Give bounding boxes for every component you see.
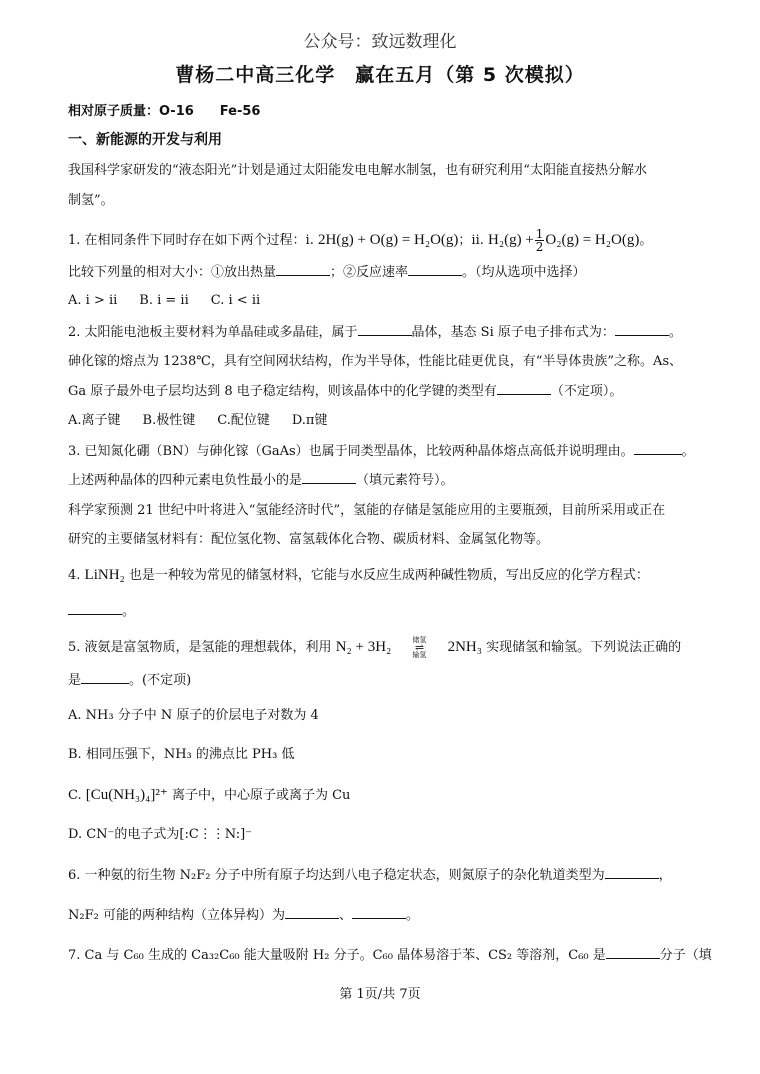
q5-lhs: N₂ + 3H₂ <box>335 639 392 655</box>
q6-line-1 <box>68 866 700 885</box>
q1-line-2 <box>68 263 700 282</box>
q4-prefix: 4. <box>68 568 81 583</box>
q6-blank-3[interactable] <box>352 906 406 919</box>
q4-line-1 <box>68 566 700 585</box>
q1-option-a: A. i > ii <box>68 293 118 308</box>
q2-text-a: 2. 太阳能电池板主要材料为单晶硅或多晶硅，属于 <box>68 325 358 340</box>
q1-equation-1: 2H(g) + O(g) = H₂O(g) <box>317 232 459 248</box>
rightwards-harpoon-icon: ⇌ <box>414 641 425 654</box>
q2-text-c: 。 <box>668 325 682 340</box>
q2-options <box>68 412 700 430</box>
q2-text-b: 晶体，基态 Si 原子电子排布式为： <box>411 325 615 340</box>
q1-compare-note: 。（均从选项中选择） <box>462 265 586 280</box>
q1-compare-heat: 比较下列量的相对大小：①放出热量 <box>68 265 277 280</box>
q2-option-c: C.配位键 <box>217 413 270 428</box>
atomic-mass <box>68 103 700 121</box>
q2-option-b: B.极性键 <box>142 413 196 428</box>
q5-option-c-label: C. <box>68 788 82 803</box>
q5-line-2 <box>68 671 700 690</box>
watermark: 公众号：致远数理化 <box>303 32 457 52</box>
q5-equilibrium-arrow <box>397 636 441 659</box>
q6-text-a: 6. 一种氨的衍生物 N₂F₂ 分子中所有原子均达到八电子稳定状态，则氮原子的杂化轨道类型为 <box>68 868 605 883</box>
q2-option-a: A.离子键 <box>68 413 121 428</box>
q5-option-b: B. 相同压强下，NH₃ 的沸点比 PH₃ 低 <box>68 747 295 762</box>
page-footer: 第 1页/共 7页 <box>339 987 421 1002</box>
intro-line-2: 制氢”。 <box>68 193 114 208</box>
q2-option-d: D.π键 <box>291 413 328 428</box>
q5-text-a: 是 <box>68 673 82 688</box>
q2-blank-2[interactable] <box>615 323 669 336</box>
q4-formula: LiNH₂ <box>84 567 125 583</box>
q1-blank-2[interactable] <box>408 263 462 276</box>
q5-option-a: A. NH₃ 分子中 N 原子的价层电子对数为 4 <box>68 708 319 723</box>
q3-text-b: 。 <box>681 444 695 459</box>
q4-end: 。 <box>122 604 136 619</box>
q5-prefix: 5. 液氨是富氢物质，是氢能的理想载体，利用 <box>68 640 332 655</box>
q3-line-1 <box>68 442 700 461</box>
q3-text-a: 3. 已知氮化硼（BN）与砷化镓（GaAs）也属于同类型晶体，比较两种晶体熔点高低并说明理由。 <box>68 444 634 459</box>
q1-option-b: B. i = ii <box>139 293 189 308</box>
q6-blank-1[interactable] <box>605 866 659 879</box>
q1-fraction <box>535 228 545 253</box>
q3-text-d: （填元素符号）。 <box>356 473 454 488</box>
q2-text-d: Ga 原子最外电子层均达到 8 电子稳定结构，则该晶体中的化学键的类型有 <box>68 384 497 399</box>
q3-line-2 <box>68 471 700 490</box>
para2-line-2: 研究的主要储氢材料有：配位氢化物、富氢载体化合物、碳质材料、金属氢化物等。 <box>68 532 550 547</box>
q5-arrow-bottom: 输氢 <box>412 651 427 659</box>
intro-line-1: 我国科学家研发的“液态阳光”计划是通过太阳能发电电解水制氢，也有研究利用“太阳能直接热分解水 <box>68 163 647 178</box>
q6-text-d: 、 <box>338 908 352 923</box>
q3-blank-2[interactable] <box>302 471 356 484</box>
q2-blank-3[interactable] <box>497 382 551 395</box>
q7-text-a: 7. Ca 与 C₆₀ 生成的 Ca₃₂C₆₀ 能大量吸附 H₂ 分子。C₆₀ 晶体易溶于苯、CS₂ 等溶剂，C₆₀ 是 <box>68 948 606 963</box>
section-heading: 一、新能源的开发与利用 <box>68 132 222 148</box>
q2-blank-1[interactable] <box>358 323 412 336</box>
q6-text-e: 。 <box>405 908 419 923</box>
q1-prefix: 1. 在相同条件下同时存在如下两个过程：i. <box>68 233 314 248</box>
q6-line-2 <box>68 906 700 925</box>
q5-text-b: 。(不定项) <box>129 673 192 688</box>
q2-line-2: 砷化镓的熔点为 1238℃，具有空间网状结构，作为半导体，性能比硅更优良，有“半导体贵族”之称。As、 <box>68 354 683 369</box>
q5-option-c-ion: [Cu(NH₃)₄]²⁺ <box>85 787 168 803</box>
q5-blank[interactable] <box>81 671 129 684</box>
q3-text-c: 上述两种晶体的四种元素电负性最小的是 <box>68 473 303 488</box>
q1-frac-den: 2 <box>535 240 544 254</box>
q6-text-b: ， <box>658 868 672 883</box>
q1-line-1 <box>68 228 700 253</box>
q7-text-b: 分子（填 <box>659 948 712 963</box>
q5-option-d: D. CN⁻的电子式为[:C⋮⋮N:]⁻ <box>68 827 253 842</box>
q2-line-3 <box>68 382 700 401</box>
q6-text-c: N₂F₂ 可能的两种结构（立体异构）为 <box>68 908 285 923</box>
atomic-mass-label: 相对原子质量： <box>68 104 160 119</box>
q1-options <box>68 292 700 310</box>
q1-equation-2a: H₂(g) + <box>488 232 534 248</box>
q1-end: 。 <box>639 233 653 248</box>
atomic-mass-values: O-16 Fe-56 <box>159 104 261 119</box>
q2-text-e: （不定项）。 <box>550 384 623 399</box>
q5-arrow-top: 储氢 <box>412 636 427 644</box>
q5-suffix: 实现储氢和输氢。下列说法正确的 <box>486 640 682 655</box>
q5-rhs: 2NH₃ <box>447 639 482 655</box>
q2-line-1 <box>68 323 700 342</box>
q7-line-1 <box>68 946 712 965</box>
q1-frac-num: 1 <box>535 227 544 241</box>
q5-option-c <box>68 786 700 805</box>
q6-blank-2[interactable] <box>285 906 339 919</box>
q1-equation-2b: O₂(g) = H₂O(g) <box>545 232 640 248</box>
q4-line-2 <box>68 602 700 621</box>
q4-text: 也是一种较为常见的储氢材料，它能与水反应生成两种碱性物质，写出反应的化学方程式： <box>128 568 649 583</box>
q4-blank[interactable] <box>68 602 122 615</box>
q1-option-c: C. i < ii <box>210 293 261 308</box>
q1-compare-rate: ；②反应速率 <box>330 265 409 280</box>
q1-mid: ；ii. <box>458 233 484 248</box>
para2-line-1: 科学家预测 21 世纪中叶将进入“氢能经济时代”，氢能的存储是氢能应用的主要瓶颈，目前所采用或正在 <box>68 503 666 518</box>
q5-line-1 <box>68 636 700 659</box>
q7-blank[interactable] <box>606 946 660 959</box>
q3-blank-1[interactable] <box>634 442 682 455</box>
q5-option-c-text: 离子中，中心原子或离子为 Cu <box>171 788 351 803</box>
q1-blank-1[interactable] <box>276 263 330 276</box>
page-title: 曹杨二中高三化学 赢在五月（第 5 次模拟） <box>175 64 585 86</box>
